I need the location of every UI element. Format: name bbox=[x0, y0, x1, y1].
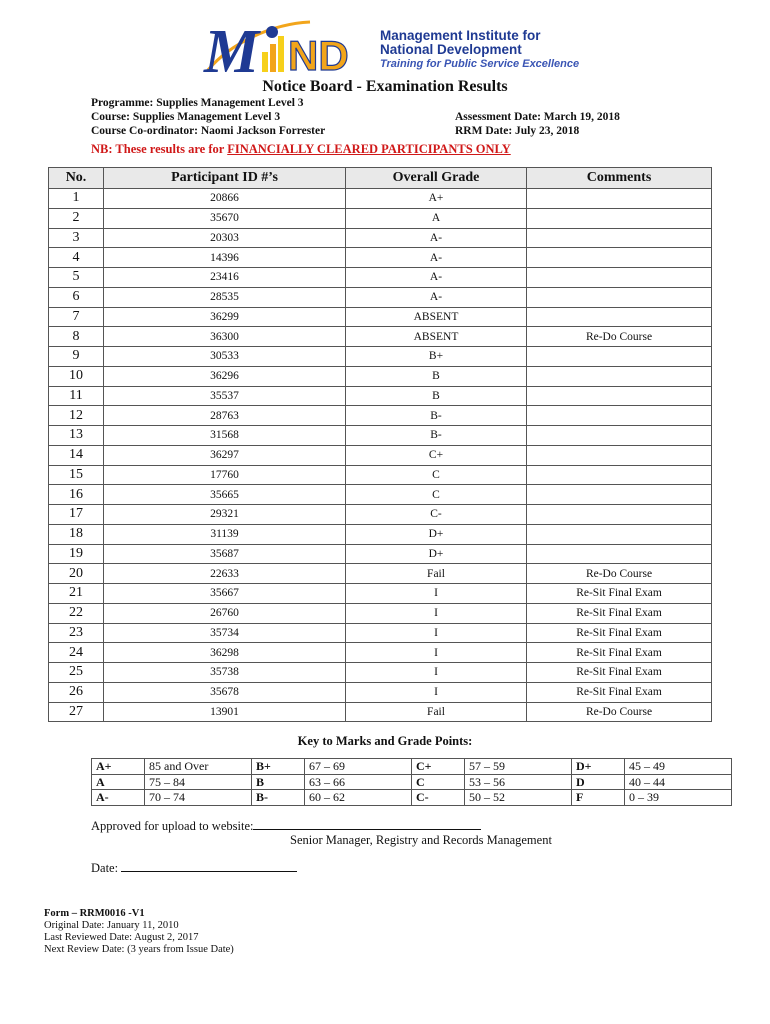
org-name-line1: Management Institute for bbox=[380, 28, 541, 43]
row-number-cell: 6 bbox=[49, 287, 104, 307]
overall-grade-cell: A- bbox=[346, 268, 527, 288]
key-range: 67 – 69 bbox=[305, 759, 412, 775]
comment-cell bbox=[527, 228, 712, 248]
comment-cell: Re-Do Course bbox=[527, 327, 712, 347]
logo-letter-m: M bbox=[204, 18, 260, 80]
row-number-cell: 18 bbox=[49, 524, 104, 544]
row-number-cell: 21 bbox=[49, 584, 104, 604]
svg-text:ND: ND bbox=[288, 32, 349, 79]
key-grade: C bbox=[412, 774, 465, 790]
comment-cell bbox=[527, 465, 712, 485]
comment-cell bbox=[527, 406, 712, 426]
approval-label: Approved for upload to website: bbox=[91, 819, 254, 833]
header-no: No. bbox=[49, 168, 104, 189]
key-grade: A+ bbox=[92, 759, 145, 775]
table-row bbox=[49, 366, 712, 386]
row-number-cell: 2 bbox=[49, 208, 104, 228]
key-grade: C- bbox=[412, 790, 465, 806]
key-grade: C+ bbox=[412, 759, 465, 775]
comment-cell: Re-Sit Final Exam bbox=[527, 584, 712, 604]
overall-grade-cell: D+ bbox=[346, 524, 527, 544]
table-row bbox=[49, 307, 712, 327]
comment-cell: Re-Sit Final Exam bbox=[527, 663, 712, 683]
overall-grade-cell: B bbox=[346, 386, 527, 406]
row-number-cell: 8 bbox=[49, 327, 104, 347]
table-row bbox=[49, 406, 712, 426]
overall-grade-cell: B bbox=[346, 366, 527, 386]
table-row bbox=[49, 327, 712, 347]
next-review-date: Next Review Date: (3 years from Issue Date) bbox=[44, 944, 234, 955]
comment-cell bbox=[527, 544, 712, 564]
table-row bbox=[49, 544, 712, 564]
last-reviewed-date: Last Reviewed Date: August 2, 2017 bbox=[44, 932, 199, 943]
overall-grade-cell: C+ bbox=[346, 445, 527, 465]
participant-id-cell: 14396 bbox=[104, 248, 346, 268]
mind-logo-icon bbox=[200, 14, 380, 80]
overall-grade-cell: I bbox=[346, 663, 527, 683]
overall-grade-cell: D+ bbox=[346, 544, 527, 564]
key-range: 63 – 66 bbox=[305, 774, 412, 790]
meta-right-block bbox=[455, 110, 620, 138]
org-name-block bbox=[380, 29, 579, 71]
table-row bbox=[49, 189, 712, 209]
org-logo bbox=[200, 14, 580, 80]
course-text: Course: Supplies Management Level 3 bbox=[91, 111, 281, 123]
row-number-cell: 24 bbox=[49, 643, 104, 663]
approval-line bbox=[91, 819, 481, 834]
date-label: Date: bbox=[91, 861, 119, 875]
overall-grade-cell: A- bbox=[346, 287, 527, 307]
key-grade: A- bbox=[92, 790, 145, 806]
row-number-cell: 12 bbox=[49, 406, 104, 426]
participant-id-cell: 20303 bbox=[104, 228, 346, 248]
overall-grade-cell: ABSENT bbox=[346, 307, 527, 327]
table-row bbox=[49, 603, 712, 623]
table-row bbox=[49, 208, 712, 228]
participant-id-cell: 35734 bbox=[104, 623, 346, 643]
table-row bbox=[49, 268, 712, 288]
overall-grade-cell: ABSENT bbox=[346, 327, 527, 347]
key-grade: B- bbox=[252, 790, 305, 806]
key-range: 57 – 59 bbox=[465, 759, 572, 775]
comment-cell: Re-Do Course bbox=[527, 564, 712, 584]
participant-id-cell: 35667 bbox=[104, 584, 346, 604]
participant-id-cell: 28763 bbox=[104, 406, 346, 426]
comment-cell: Re-Sit Final Exam bbox=[527, 603, 712, 623]
participant-id-cell: 23416 bbox=[104, 268, 346, 288]
comment-cell bbox=[527, 485, 712, 505]
results-header-row bbox=[49, 168, 712, 189]
participant-id-cell: 35670 bbox=[104, 208, 346, 228]
participant-id-cell: 29321 bbox=[104, 505, 346, 525]
overall-grade-cell: A bbox=[346, 208, 527, 228]
row-number-cell: 5 bbox=[49, 268, 104, 288]
row-number-cell: 7 bbox=[49, 307, 104, 327]
overall-grade-cell: I bbox=[346, 643, 527, 663]
comment-cell bbox=[527, 287, 712, 307]
key-grade: B+ bbox=[252, 759, 305, 775]
org-name-line2: National Development bbox=[380, 42, 522, 57]
participant-id-cell: 35537 bbox=[104, 386, 346, 406]
comment-cell bbox=[527, 248, 712, 268]
nb-notice bbox=[91, 142, 511, 157]
participant-id-cell: 35687 bbox=[104, 544, 346, 564]
row-number-cell: 25 bbox=[49, 663, 104, 683]
comment-cell bbox=[527, 268, 712, 288]
row-number-cell: 3 bbox=[49, 228, 104, 248]
comment-cell bbox=[527, 505, 712, 525]
date-line bbox=[91, 861, 297, 876]
overall-grade-cell: B- bbox=[346, 406, 527, 426]
key-row bbox=[92, 774, 732, 790]
key-range: 60 – 62 bbox=[305, 790, 412, 806]
table-row bbox=[49, 485, 712, 505]
row-number-cell: 15 bbox=[49, 465, 104, 485]
participant-id-cell: 36296 bbox=[104, 366, 346, 386]
row-number-cell: 17 bbox=[49, 505, 104, 525]
comment-cell bbox=[527, 307, 712, 327]
table-row bbox=[49, 347, 712, 367]
key-grade: A bbox=[92, 774, 145, 790]
key-grade: B bbox=[252, 774, 305, 790]
participant-id-cell: 36297 bbox=[104, 445, 346, 465]
comment-cell bbox=[527, 366, 712, 386]
meta-left-block bbox=[91, 96, 325, 138]
overall-grade-cell: I bbox=[346, 603, 527, 623]
row-number-cell: 22 bbox=[49, 603, 104, 623]
overall-grade-cell: B- bbox=[346, 426, 527, 446]
approval-signatory: Senior Manager, Registry and Records Management bbox=[290, 833, 552, 847]
key-title: Key to Marks and Grade Points: bbox=[297, 734, 473, 748]
key-range: 75 – 84 bbox=[145, 774, 252, 790]
key-row bbox=[92, 790, 732, 806]
table-row bbox=[49, 524, 712, 544]
table-row bbox=[49, 465, 712, 485]
table-row bbox=[49, 663, 712, 683]
comment-cell bbox=[527, 189, 712, 209]
overall-grade-cell: A- bbox=[346, 248, 527, 268]
participant-id-cell: 28535 bbox=[104, 287, 346, 307]
overall-grade-cell: I bbox=[346, 584, 527, 604]
participant-id-cell: 13901 bbox=[104, 702, 346, 722]
key-grade: D+ bbox=[572, 759, 625, 775]
key-range: 50 – 52 bbox=[465, 790, 572, 806]
comment-cell: Re-Sit Final Exam bbox=[527, 623, 712, 643]
table-row bbox=[49, 584, 712, 604]
participant-id-cell: 36300 bbox=[104, 327, 346, 347]
key-range: 45 – 49 bbox=[625, 759, 732, 775]
rrm-date-text: RRM Date: July 23, 2018 bbox=[455, 125, 580, 137]
table-row bbox=[49, 702, 712, 722]
row-number-cell: 20 bbox=[49, 564, 104, 584]
table-row bbox=[49, 248, 712, 268]
row-number-cell: 9 bbox=[49, 347, 104, 367]
comment-cell bbox=[527, 445, 712, 465]
overall-grade-cell: C- bbox=[346, 505, 527, 525]
results-table bbox=[48, 167, 712, 722]
table-row bbox=[49, 564, 712, 584]
overall-grade-cell: C bbox=[346, 485, 527, 505]
overall-grade-cell: I bbox=[346, 623, 527, 643]
participant-id-cell: 36299 bbox=[104, 307, 346, 327]
comment-cell bbox=[527, 347, 712, 367]
participant-id-cell: 36298 bbox=[104, 643, 346, 663]
org-tagline: Training for Public Service Excellence bbox=[380, 58, 580, 70]
participant-id-cell: 31568 bbox=[104, 426, 346, 446]
date-blank bbox=[121, 861, 297, 872]
form-code: Form – RRM0016 -V1 bbox=[44, 908, 145, 919]
table-row bbox=[49, 228, 712, 248]
overall-grade-cell: C bbox=[346, 465, 527, 485]
table-row bbox=[49, 682, 712, 702]
row-number-cell: 19 bbox=[49, 544, 104, 564]
participant-id-cell: 30533 bbox=[104, 347, 346, 367]
overall-grade-cell: Fail bbox=[346, 564, 527, 584]
comment-cell: Re-Sit Final Exam bbox=[527, 682, 712, 702]
participant-id-cell: 26760 bbox=[104, 603, 346, 623]
overall-grade-cell: A- bbox=[346, 228, 527, 248]
participant-id-cell: 31139 bbox=[104, 524, 346, 544]
comment-cell bbox=[527, 524, 712, 544]
header-participant-id: Participant ID #’s bbox=[104, 168, 346, 189]
header-overall-grade: Overall Grade bbox=[346, 168, 527, 189]
overall-grade-cell: Fail bbox=[346, 702, 527, 722]
row-number-cell: 1 bbox=[49, 189, 104, 209]
table-row bbox=[49, 643, 712, 663]
overall-grade-cell: A+ bbox=[346, 189, 527, 209]
original-date: Original Date: January 11, 2010 bbox=[44, 920, 179, 931]
comment-cell bbox=[527, 386, 712, 406]
nb-prefix: NB: These results are for bbox=[91, 142, 228, 156]
comment-cell: Re-Do Course bbox=[527, 702, 712, 722]
grade-key-table bbox=[91, 758, 732, 806]
key-grade: F bbox=[572, 790, 625, 806]
page-title: Notice Board - Examination Results bbox=[262, 78, 508, 95]
participant-id-cell: 22633 bbox=[104, 564, 346, 584]
key-row bbox=[92, 759, 732, 775]
key-range: 85 and Over bbox=[145, 759, 252, 775]
key-range: 70 – 74 bbox=[145, 790, 252, 806]
participant-id-cell: 20866 bbox=[104, 189, 346, 209]
table-row bbox=[49, 287, 712, 307]
key-range: 53 – 56 bbox=[465, 774, 572, 790]
participant-id-cell: 17760 bbox=[104, 465, 346, 485]
table-row bbox=[49, 426, 712, 446]
comment-cell: Re-Sit Final Exam bbox=[527, 643, 712, 663]
key-range: 0 – 39 bbox=[625, 790, 732, 806]
table-row bbox=[49, 386, 712, 406]
row-number-cell: 23 bbox=[49, 623, 104, 643]
programme-text: Programme: Supplies Management Level 3 bbox=[91, 97, 304, 109]
row-number-cell: 14 bbox=[49, 445, 104, 465]
row-number-cell: 16 bbox=[49, 485, 104, 505]
form-info bbox=[44, 908, 234, 956]
nb-emphasis: FINANCIALLY CLEARED PARTICIPANTS ONLY bbox=[227, 142, 511, 156]
table-row bbox=[49, 445, 712, 465]
participant-id-cell: 35738 bbox=[104, 663, 346, 683]
row-number-cell: 26 bbox=[49, 682, 104, 702]
key-range: 40 – 44 bbox=[625, 774, 732, 790]
approval-signature-blank bbox=[253, 819, 481, 830]
table-row bbox=[49, 623, 712, 643]
participant-id-cell: 35678 bbox=[104, 682, 346, 702]
coordinator-text: Course Co-ordinator: Naomi Jackson Forrester bbox=[91, 125, 326, 137]
participant-id-cell: 35665 bbox=[104, 485, 346, 505]
comment-cell bbox=[527, 208, 712, 228]
overall-grade-cell: I bbox=[346, 682, 527, 702]
row-number-cell: 10 bbox=[49, 366, 104, 386]
table-row bbox=[49, 505, 712, 525]
row-number-cell: 13 bbox=[49, 426, 104, 446]
comment-cell bbox=[527, 426, 712, 446]
assessment-date-text: Assessment Date: March 19, 2018 bbox=[455, 111, 620, 123]
row-number-cell: 4 bbox=[49, 248, 104, 268]
overall-grade-cell: B+ bbox=[346, 347, 527, 367]
row-number-cell: 11 bbox=[49, 386, 104, 406]
row-number-cell: 27 bbox=[49, 702, 104, 722]
header-comments: Comments bbox=[527, 168, 712, 189]
key-grade: D bbox=[572, 774, 625, 790]
